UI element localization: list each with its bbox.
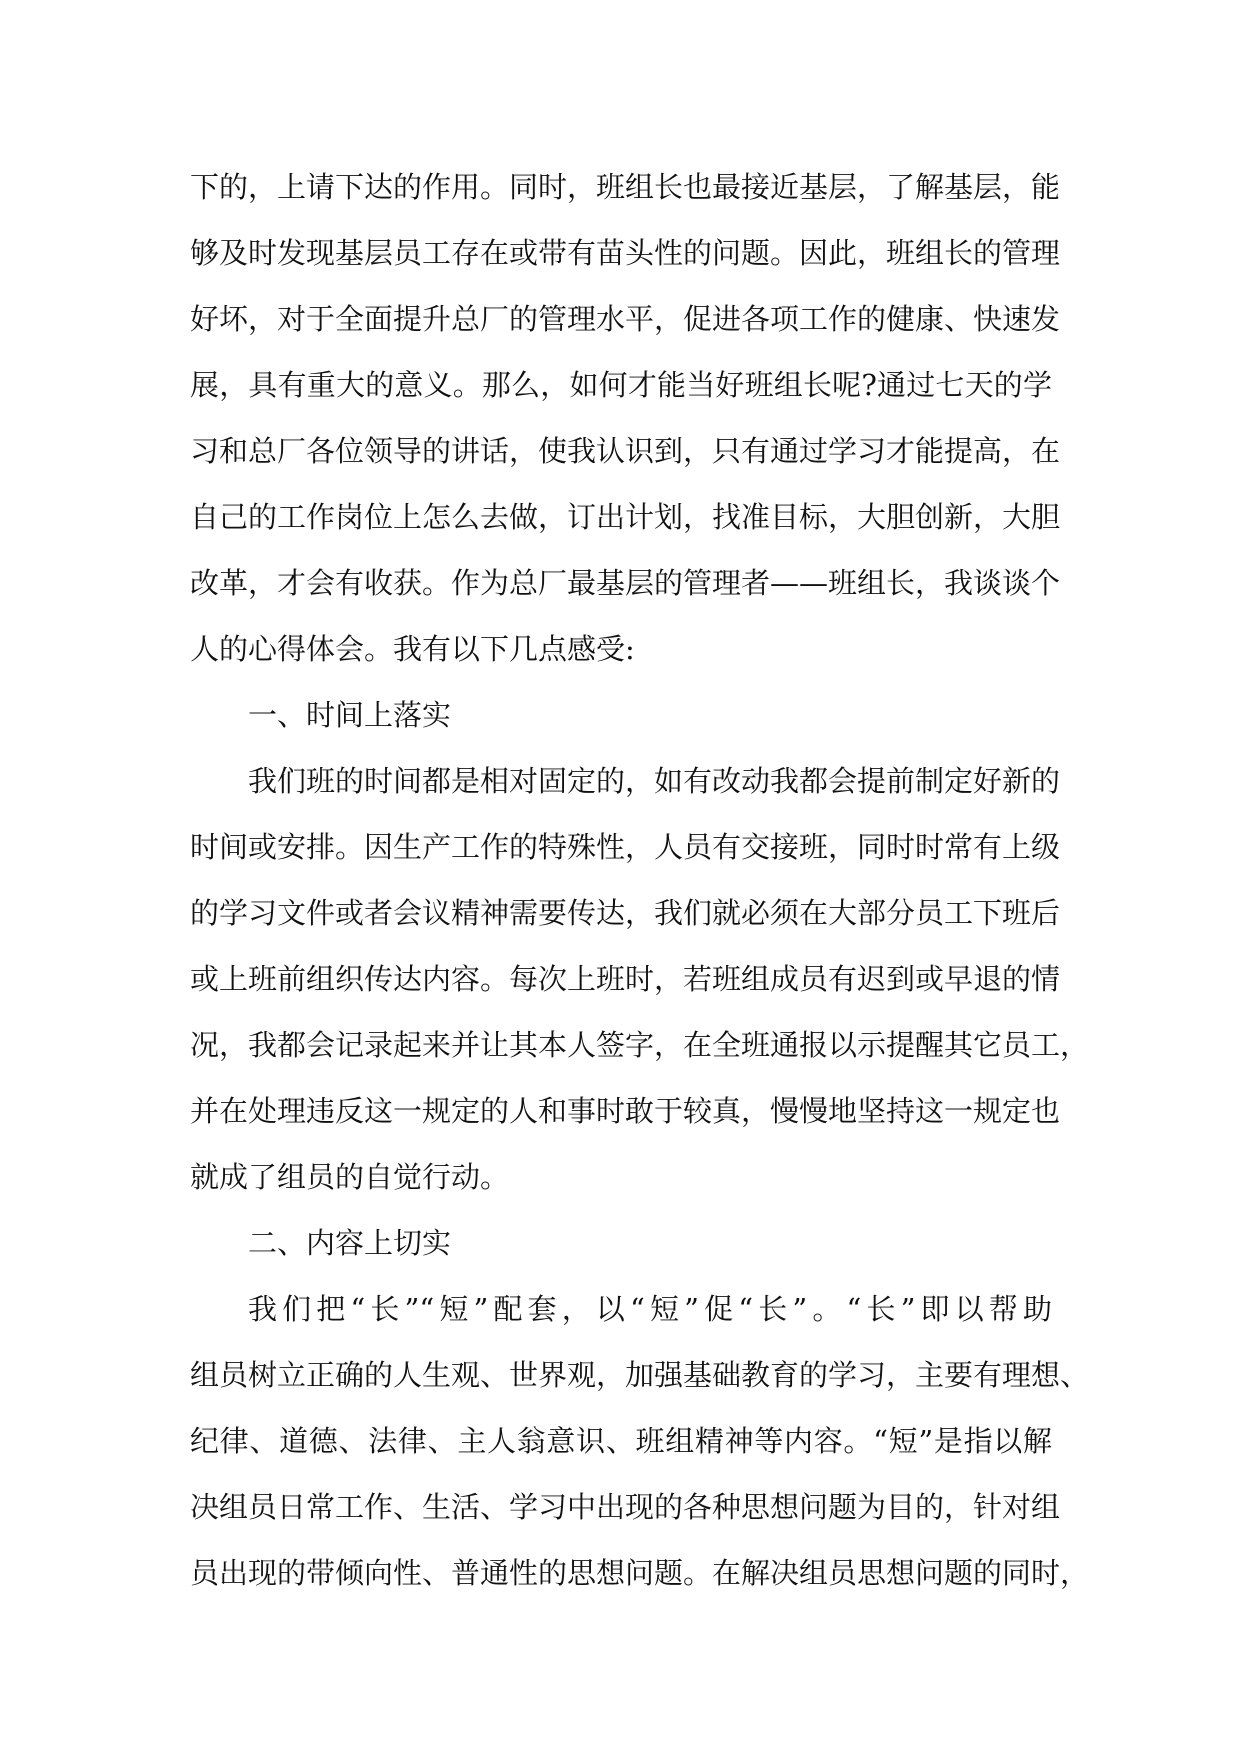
section-heading: 二、内容上切实	[248, 1226, 452, 1260]
text-line: 人的心得体会。我有以下几点感受:	[190, 632, 635, 666]
text-line: 我们把“长”“短”配套，以“短”促“长”。“长”即以帮助	[248, 1292, 1052, 1326]
text-line: 就成了组员的自觉行动。	[190, 1160, 510, 1194]
text-line: 时间或安排。因生产工作的特殊性，人员有交接班，同时时常有上级	[190, 830, 1061, 864]
text-line: 况，我都会记录起来并让其本人签字，在全班通报以示提醒其它员工，	[190, 1028, 1090, 1062]
text-line: 的学习文件或者会议精神需要传达，我们就必须在大部分员工下班后	[190, 896, 1061, 930]
text-line: 或上班前组织传达内容。每次上班时，若班组成员有迟到或早退的情	[190, 962, 1061, 996]
text-line: 习和总厂各位领导的讲话，使我认识到，只有通过学习才能提高，在	[190, 434, 1061, 468]
text-line: 纪律、道德、法律、主人翁意识、班组精神等内容。“短”是指以解	[190, 1424, 1052, 1458]
text-line: 员出现的带倾向性、普通性的思想问题。在解决组员思想问题的同时，	[190, 1556, 1090, 1590]
text-line: 组员树立正确的人生观、世界观，加强基础教育的学习，主要有理想、	[190, 1358, 1090, 1392]
text-line: 下的，上请下达的作用。同时，班组长也最接近基层，了解基层，能	[190, 170, 1061, 204]
document-body	[190, 154, 1090, 1606]
text-line: 我们班的时间都是相对固定的，如有改动我都会提前制定好新的	[248, 764, 1061, 798]
text-line: 并在处理违反这一规定的人和事时敢于较真，慢慢地坚持这一规定也	[190, 1094, 1061, 1128]
text-line: 改革，才会有收获。作为总厂最基层的管理者——班组长，我谈谈个	[190, 566, 1061, 600]
text-line: 决组员日常工作、生活、学习中出现的各种思想问题为目的，针对组	[190, 1490, 1061, 1524]
text-line: 自己的工作岗位上怎么去做，订出计划，找准目标，大胆创新，大胆	[190, 500, 1061, 534]
text-line: 好坏，对于全面提升总厂的管理水平，促进各项工作的健康、快速发	[190, 302, 1061, 336]
text-line: 展，具有重大的意义。那么，如何才能当好班组长呢?通过七天的学	[190, 368, 1052, 402]
text-line: 够及时发现基层员工存在或带有苗头性的问题。因此，班组长的管理	[190, 236, 1061, 270]
section-heading: 一、时间上落实	[248, 698, 452, 732]
